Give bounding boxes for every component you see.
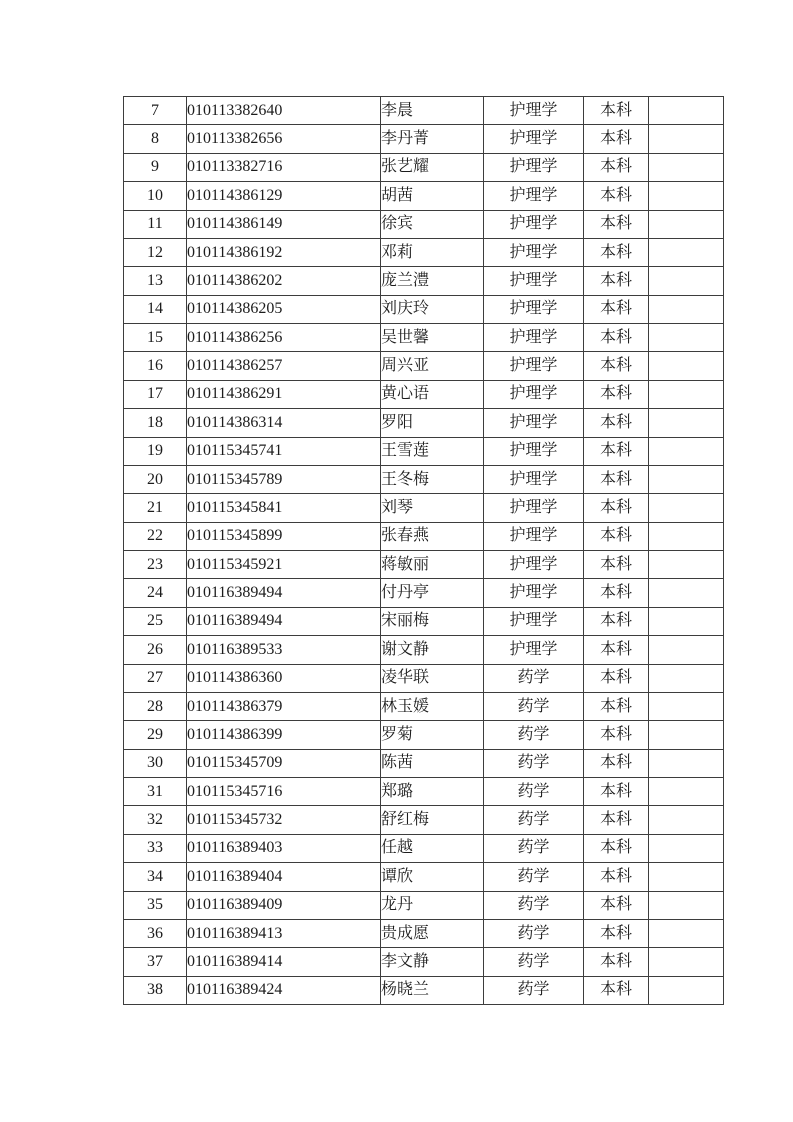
table-row xyxy=(124,664,724,692)
row-index-cell: 11 xyxy=(124,210,187,238)
row-index-cell: 24 xyxy=(124,579,187,607)
level-cell: 本科 xyxy=(584,494,649,522)
student-id-cell: 010116389414 xyxy=(187,948,381,976)
row-index-cell: 12 xyxy=(124,238,187,266)
remark-cell xyxy=(649,778,724,806)
row-index-cell: 28 xyxy=(124,692,187,720)
student-name-cell: 吴世馨 xyxy=(381,324,484,352)
student-name-cell: 王冬梅 xyxy=(381,465,484,493)
level-cell: 本科 xyxy=(584,636,649,664)
remark-cell xyxy=(649,465,724,493)
row-index-cell: 36 xyxy=(124,919,187,947)
remark-cell xyxy=(649,352,724,380)
major-cell: 护理学 xyxy=(484,494,584,522)
student-id-cell: 010114386256 xyxy=(187,324,381,352)
level-cell: 本科 xyxy=(584,437,649,465)
level-cell: 本科 xyxy=(584,238,649,266)
remark-cell xyxy=(649,721,724,749)
level-cell: 本科 xyxy=(584,182,649,210)
remark-cell xyxy=(649,806,724,834)
remark-cell xyxy=(649,267,724,295)
remark-cell xyxy=(649,210,724,238)
student-id-cell: 010116389413 xyxy=(187,919,381,947)
row-index-cell: 14 xyxy=(124,295,187,323)
row-index-cell: 31 xyxy=(124,778,187,806)
student-id-cell: 010115345741 xyxy=(187,437,381,465)
major-cell: 护理学 xyxy=(484,380,584,408)
level-cell: 本科 xyxy=(584,267,649,295)
table-row xyxy=(124,210,724,238)
row-index-cell: 15 xyxy=(124,324,187,352)
level-cell: 本科 xyxy=(584,948,649,976)
major-cell: 护理学 xyxy=(484,125,584,153)
student-name-cell: 刘琴 xyxy=(381,494,484,522)
table-row xyxy=(124,97,724,125)
remark-cell xyxy=(649,409,724,437)
student-id-cell: 010115345841 xyxy=(187,494,381,522)
student-name-cell: 张艺耀 xyxy=(381,153,484,181)
level-cell: 本科 xyxy=(584,919,649,947)
row-index-cell: 21 xyxy=(124,494,187,522)
major-cell: 药学 xyxy=(484,919,584,947)
table-row xyxy=(124,352,724,380)
row-index-cell: 13 xyxy=(124,267,187,295)
table-row xyxy=(124,522,724,550)
student-id-cell: 010113382716 xyxy=(187,153,381,181)
level-cell: 本科 xyxy=(584,806,649,834)
level-cell: 本科 xyxy=(584,976,649,1004)
student-name-cell: 任越 xyxy=(381,834,484,862)
student-name-cell: 刘庆玲 xyxy=(381,295,484,323)
remark-cell xyxy=(649,551,724,579)
student-name-cell: 黄心语 xyxy=(381,380,484,408)
level-cell: 本科 xyxy=(584,891,649,919)
student-name-cell: 贵成愿 xyxy=(381,919,484,947)
student-name-cell: 郑璐 xyxy=(381,778,484,806)
remark-cell xyxy=(649,153,724,181)
student-name-cell: 罗菊 xyxy=(381,721,484,749)
student-name-cell: 龙丹 xyxy=(381,891,484,919)
student-name-cell: 宋丽梅 xyxy=(381,607,484,635)
student-id-cell: 010115345732 xyxy=(187,806,381,834)
row-index-cell: 23 xyxy=(124,551,187,579)
level-cell: 本科 xyxy=(584,522,649,550)
level-cell: 本科 xyxy=(584,352,649,380)
major-cell: 护理学 xyxy=(484,97,584,125)
row-index-cell: 37 xyxy=(124,948,187,976)
table-row xyxy=(124,834,724,862)
row-index-cell: 16 xyxy=(124,352,187,380)
row-index-cell: 9 xyxy=(124,153,187,181)
table-row xyxy=(124,437,724,465)
remark-cell xyxy=(649,125,724,153)
major-cell: 护理学 xyxy=(484,324,584,352)
student-name-cell: 张春燕 xyxy=(381,522,484,550)
student-id-cell: 010115345921 xyxy=(187,551,381,579)
major-cell: 护理学 xyxy=(484,153,584,181)
student-id-cell: 010114386379 xyxy=(187,692,381,720)
remark-cell xyxy=(649,494,724,522)
remark-cell xyxy=(649,976,724,1004)
student-id-cell: 010116389533 xyxy=(187,636,381,664)
level-cell: 本科 xyxy=(584,125,649,153)
remark-cell xyxy=(649,437,724,465)
level-cell: 本科 xyxy=(584,295,649,323)
row-index-cell: 8 xyxy=(124,125,187,153)
table-row xyxy=(124,778,724,806)
student-name-cell: 罗阳 xyxy=(381,409,484,437)
major-cell: 药学 xyxy=(484,664,584,692)
table-row xyxy=(124,494,724,522)
level-cell: 本科 xyxy=(584,834,649,862)
major-cell: 护理学 xyxy=(484,551,584,579)
student-roster-table xyxy=(123,96,724,1005)
row-index-cell: 10 xyxy=(124,182,187,210)
student-name-cell: 付丹亭 xyxy=(381,579,484,607)
remark-cell xyxy=(649,948,724,976)
student-roster-body xyxy=(124,97,724,1005)
student-id-cell: 010114386192 xyxy=(187,238,381,266)
student-id-cell: 010115345716 xyxy=(187,778,381,806)
student-id-cell: 010115345789 xyxy=(187,465,381,493)
table-row xyxy=(124,919,724,947)
level-cell: 本科 xyxy=(584,579,649,607)
student-name-cell: 庞兰澧 xyxy=(381,267,484,295)
table-row xyxy=(124,948,724,976)
table-row xyxy=(124,607,724,635)
major-cell: 护理学 xyxy=(484,210,584,238)
major-cell: 护理学 xyxy=(484,267,584,295)
major-cell: 护理学 xyxy=(484,636,584,664)
student-id-cell: 010114386149 xyxy=(187,210,381,238)
student-id-cell: 010115345709 xyxy=(187,749,381,777)
student-id-cell: 010114386291 xyxy=(187,380,381,408)
remark-cell xyxy=(649,607,724,635)
remark-cell xyxy=(649,664,724,692)
student-name-cell: 李晨 xyxy=(381,97,484,125)
row-index-cell: 35 xyxy=(124,891,187,919)
student-name-cell: 蒋敏丽 xyxy=(381,551,484,579)
student-name-cell: 杨晓兰 xyxy=(381,976,484,1004)
level-cell: 本科 xyxy=(584,380,649,408)
student-id-cell: 010114386257 xyxy=(187,352,381,380)
student-id-cell: 010114386205 xyxy=(187,295,381,323)
student-name-cell: 谢文静 xyxy=(381,636,484,664)
row-index-cell: 27 xyxy=(124,664,187,692)
table-row xyxy=(124,267,724,295)
student-name-cell: 舒红梅 xyxy=(381,806,484,834)
student-id-cell: 010113382640 xyxy=(187,97,381,125)
table-row xyxy=(124,182,724,210)
table-row xyxy=(124,409,724,437)
remark-cell xyxy=(649,636,724,664)
table-row xyxy=(124,153,724,181)
student-id-cell: 010116389409 xyxy=(187,891,381,919)
major-cell: 药学 xyxy=(484,976,584,1004)
major-cell: 药学 xyxy=(484,806,584,834)
row-index-cell: 17 xyxy=(124,380,187,408)
row-index-cell: 26 xyxy=(124,636,187,664)
level-cell: 本科 xyxy=(584,692,649,720)
student-id-cell: 010114386399 xyxy=(187,721,381,749)
table-row xyxy=(124,579,724,607)
major-cell: 护理学 xyxy=(484,409,584,437)
table-row xyxy=(124,976,724,1004)
remark-cell xyxy=(649,863,724,891)
level-cell: 本科 xyxy=(584,465,649,493)
level-cell: 本科 xyxy=(584,97,649,125)
major-cell: 药学 xyxy=(484,692,584,720)
remark-cell xyxy=(649,522,724,550)
level-cell: 本科 xyxy=(584,664,649,692)
major-cell: 护理学 xyxy=(484,465,584,493)
row-index-cell: 22 xyxy=(124,522,187,550)
student-id-cell: 010116389404 xyxy=(187,863,381,891)
level-cell: 本科 xyxy=(584,863,649,891)
student-name-cell: 李丹菁 xyxy=(381,125,484,153)
remark-cell xyxy=(649,834,724,862)
student-name-cell: 谭欣 xyxy=(381,863,484,891)
major-cell: 药学 xyxy=(484,778,584,806)
table-row xyxy=(124,806,724,834)
level-cell: 本科 xyxy=(584,778,649,806)
major-cell: 药学 xyxy=(484,721,584,749)
table-row xyxy=(124,692,724,720)
level-cell: 本科 xyxy=(584,324,649,352)
remark-cell xyxy=(649,238,724,266)
table-row xyxy=(124,324,724,352)
student-name-cell: 凌华联 xyxy=(381,664,484,692)
table-row xyxy=(124,636,724,664)
student-id-cell: 010114386314 xyxy=(187,409,381,437)
row-index-cell: 33 xyxy=(124,834,187,862)
student-name-cell: 王雪莲 xyxy=(381,437,484,465)
student-id-cell: 010113382656 xyxy=(187,125,381,153)
row-index-cell: 19 xyxy=(124,437,187,465)
table-row xyxy=(124,891,724,919)
major-cell: 护理学 xyxy=(484,437,584,465)
table-row xyxy=(124,380,724,408)
major-cell: 药学 xyxy=(484,834,584,862)
student-id-cell: 010116389403 xyxy=(187,834,381,862)
level-cell: 本科 xyxy=(584,409,649,437)
table-row xyxy=(124,465,724,493)
student-name-cell: 陈茜 xyxy=(381,749,484,777)
student-id-cell: 010116389494 xyxy=(187,607,381,635)
level-cell: 本科 xyxy=(584,607,649,635)
major-cell: 护理学 xyxy=(484,182,584,210)
student-name-cell: 胡茜 xyxy=(381,182,484,210)
major-cell: 护理学 xyxy=(484,238,584,266)
student-id-cell: 010114386129 xyxy=(187,182,381,210)
student-id-cell: 010116389494 xyxy=(187,579,381,607)
student-id-cell: 010114386202 xyxy=(187,267,381,295)
remark-cell xyxy=(649,380,724,408)
remark-cell xyxy=(649,749,724,777)
major-cell: 护理学 xyxy=(484,579,584,607)
table-row xyxy=(124,125,724,153)
row-index-cell: 7 xyxy=(124,97,187,125)
remark-cell xyxy=(649,295,724,323)
remark-cell xyxy=(649,692,724,720)
row-index-cell: 20 xyxy=(124,465,187,493)
student-name-cell: 邓莉 xyxy=(381,238,484,266)
major-cell: 护理学 xyxy=(484,607,584,635)
student-name-cell: 徐宾 xyxy=(381,210,484,238)
remark-cell xyxy=(649,182,724,210)
student-name-cell: 李文静 xyxy=(381,948,484,976)
major-cell: 药学 xyxy=(484,891,584,919)
remark-cell xyxy=(649,97,724,125)
major-cell: 护理学 xyxy=(484,295,584,323)
major-cell: 护理学 xyxy=(484,352,584,380)
table-row xyxy=(124,551,724,579)
major-cell: 药学 xyxy=(484,948,584,976)
table-row xyxy=(124,863,724,891)
student-id-cell: 010114386360 xyxy=(187,664,381,692)
student-id-cell: 010116389424 xyxy=(187,976,381,1004)
row-index-cell: 38 xyxy=(124,976,187,1004)
row-index-cell: 29 xyxy=(124,721,187,749)
level-cell: 本科 xyxy=(584,210,649,238)
table-row xyxy=(124,749,724,777)
table-row xyxy=(124,238,724,266)
level-cell: 本科 xyxy=(584,153,649,181)
remark-cell xyxy=(649,891,724,919)
table-row xyxy=(124,721,724,749)
major-cell: 药学 xyxy=(484,749,584,777)
student-id-cell: 010115345899 xyxy=(187,522,381,550)
level-cell: 本科 xyxy=(584,749,649,777)
remark-cell xyxy=(649,919,724,947)
row-index-cell: 32 xyxy=(124,806,187,834)
level-cell: 本科 xyxy=(584,721,649,749)
row-index-cell: 18 xyxy=(124,409,187,437)
major-cell: 护理学 xyxy=(484,522,584,550)
remark-cell xyxy=(649,579,724,607)
row-index-cell: 25 xyxy=(124,607,187,635)
student-name-cell: 林玉媛 xyxy=(381,692,484,720)
major-cell: 药学 xyxy=(484,863,584,891)
remark-cell xyxy=(649,324,724,352)
row-index-cell: 30 xyxy=(124,749,187,777)
table-row xyxy=(124,295,724,323)
student-name-cell: 周兴亚 xyxy=(381,352,484,380)
level-cell: 本科 xyxy=(584,551,649,579)
row-index-cell: 34 xyxy=(124,863,187,891)
